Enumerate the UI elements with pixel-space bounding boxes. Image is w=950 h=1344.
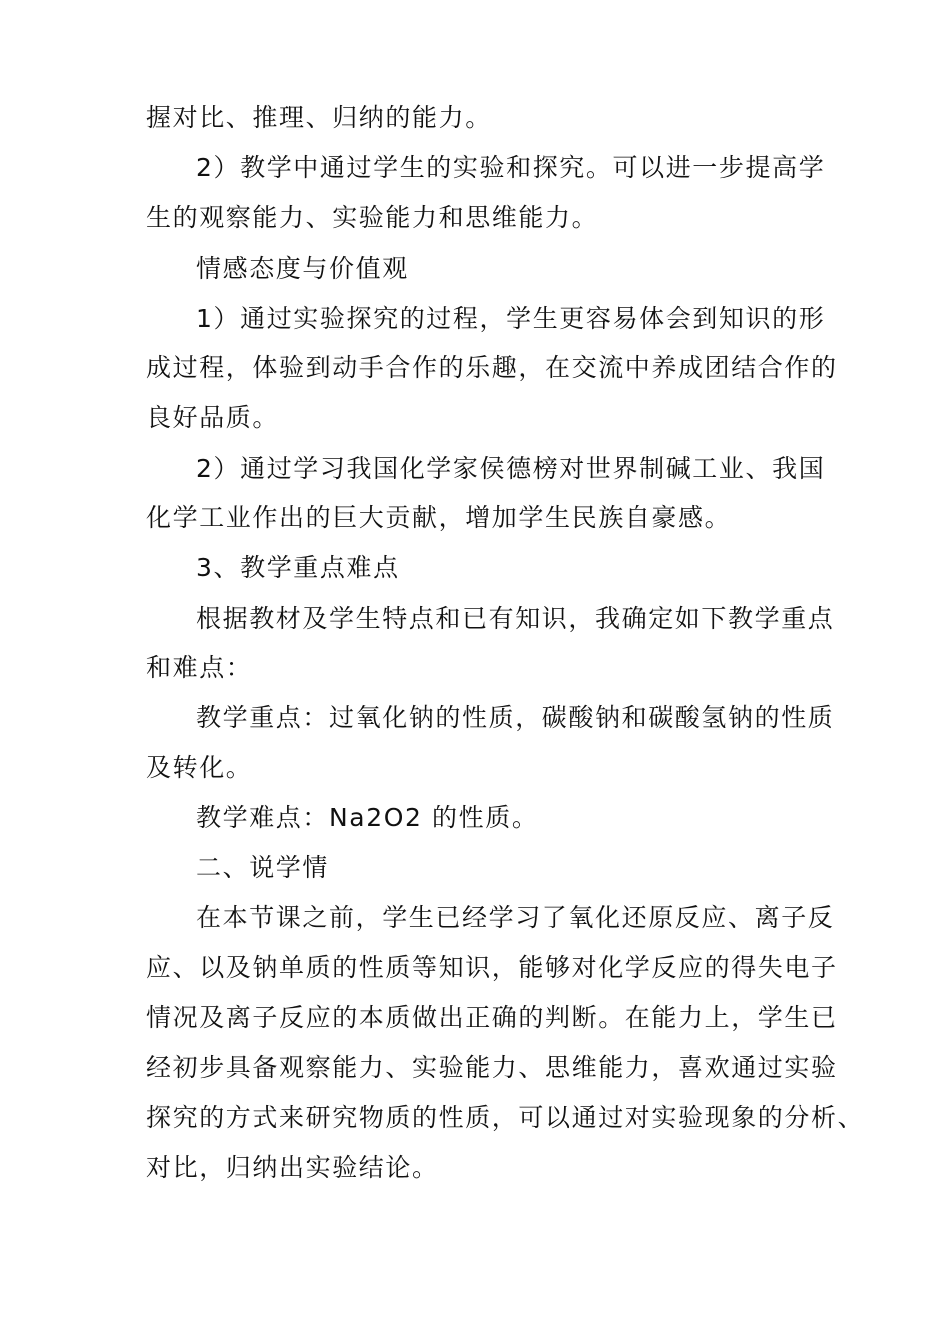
text-line: 2）通过学习我国化学家侯德榜对世界制碱工业、我国 [196,454,826,483]
text-line: 应、以及钠单质的性质等知识，能够对化学反应的得失电子 [146,953,838,982]
section-heading: 二、说学情 [196,853,330,882]
text-line: 和难点： [146,653,253,682]
text-line: 1）通过实验探究的过程，学生更容易体会到知识的形 [196,304,826,333]
text-line: 对比，归纳出实验结论。 [146,1153,439,1182]
text-line: 在本节课之前，学生已经学习了氧化还原反应、离子反 [196,903,835,932]
text-line: 化学工业作出的巨大贡献，增加学生民族自豪感。 [146,503,732,532]
text-line: 教学难点：Na2O2 的性质。 [196,803,539,832]
text-line: 情况及离子反应的本质做出正确的判断。在能力上，学生已 [146,1003,838,1032]
text-line: 及转化。 [146,753,253,782]
text-line: 良好品质。 [146,403,280,432]
section-heading: 情感态度与价值观 [196,254,409,283]
text-line: 探究的方式来研究物质的性质，可以通过对实验现象的分析、 [146,1103,865,1132]
text-line: 生的观察能力、实验能力和思维能力。 [146,203,599,232]
text-line: 成过程，体验到动手合作的乐趣，在交流中养成团结合作的 [146,353,838,382]
text-line: 根据教材及学生特点和已有知识，我确定如下教学重点 [196,604,835,633]
text-line: 2）教学中通过学生的实验和探究。可以进一步提高学 [196,153,826,182]
text-line: 握对比、推理、归纳的能力。 [146,103,492,132]
text-line: 经初步具备观察能力、实验能力、思维能力，喜欢通过实验 [146,1053,838,1082]
text-line: 教学重点：过氧化钠的性质，碳酸钠和碳酸氢钠的性质 [196,703,835,732]
section-heading: 3、教学重点难点 [196,553,400,582]
